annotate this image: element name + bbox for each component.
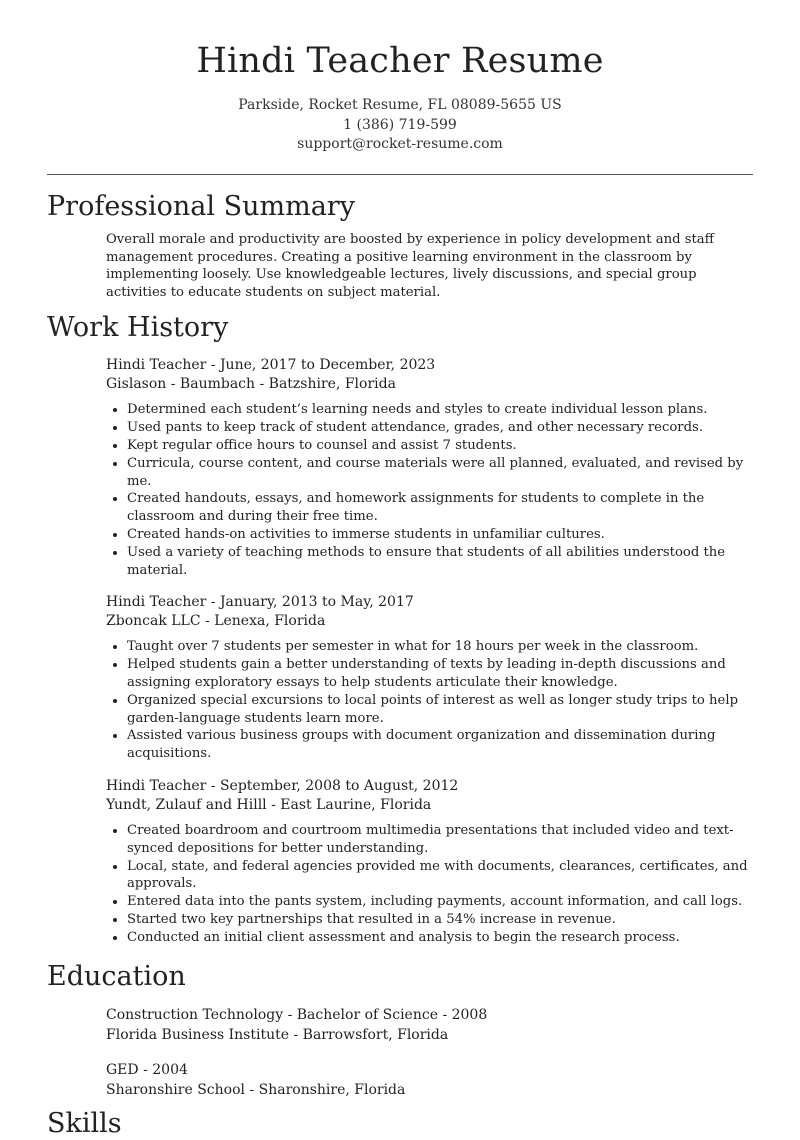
- job-bullet: • Kept regular office hours to counsel and assist 7 students.: [127, 437, 753, 455]
- job-bullet: • Started two key partnerships that resulted in a 54% increase in revenue.: [127, 911, 753, 929]
- job-bullet: • Helped students gain a better understanding of texts by leading in-depth discussions and assigning exploratory essays to help students articulate their knowledge.: [127, 656, 753, 692]
- education-school: Florida Business Institute - Barrowsfort, Florida: [106, 1026, 449, 1043]
- email: support@rocket-resume.com: [297, 136, 503, 152]
- section-title-work-history: Work History: [47, 312, 229, 344]
- job-bullet: • Conducted an initial client assessment and analysis to begin the research process.: [127, 929, 753, 947]
- job-bullets: [106, 401, 753, 579]
- education-school: Sharonshire School - Sharonshire, Florida: [106, 1081, 406, 1098]
- job-role-dates: Hindi Teacher - June, 2017 to December, 2023: [106, 357, 436, 374]
- job-bullet: • Determined each student’s learning needs and styles to create individual lesson plans.: [127, 401, 753, 419]
- education-degree: GED - 2004: [106, 1061, 188, 1078]
- job-bullet: • Taught over 7 students per semester in what for 18 hours per week in the classroom.: [127, 638, 753, 656]
- job-bullet: • Curricula, course content, and course materials were all planned, evaluated, and revised by me.: [127, 455, 753, 491]
- job-bullet: • Created hands-on activities to immerse students in unfamiliar cultures.: [127, 526, 753, 544]
- education-degree: Construction Technology - Bachelor of Science - 2008: [106, 1006, 488, 1023]
- header-divider: [47, 174, 753, 175]
- job-role-dates: Hindi Teacher - September, 2008 to August, 2012: [106, 778, 459, 795]
- job-employer: Gislason - Baumbach - Batzshire, Florida: [106, 376, 396, 393]
- job-entry: [106, 356, 753, 579]
- job-bullets: [106, 822, 753, 947]
- job-bullet: • Assisted various business groups with document organization and dissemination during acquisitions.: [127, 727, 753, 763]
- work-history: [0, 356, 800, 946]
- section-title-skills: Skills: [47, 1107, 122, 1139]
- job-entry: [106, 593, 753, 763]
- job-bullet: • Used pants to keep track of student attendance, grades, and other necessary records.: [127, 419, 753, 437]
- job-bullet: • Used a variety of teaching methods to ensure that students of all abilities understood the material.: [127, 544, 753, 580]
- job-bullet: • Organized special excursions to local points of interest as well as longer study trips to help garden-language students learn more.: [127, 692, 753, 728]
- job-bullet: • Created handouts, essays, and homework assignments for students to complete in the classroom and during their free time.: [127, 490, 753, 526]
- address: Parkside, Rocket Resume, FL 08089-5655 US: [238, 97, 562, 113]
- resume-header: [0, 0, 800, 155]
- education-entry: [106, 1005, 753, 1045]
- summary-text: Overall morale and productivity are boosted by experience in policy development and staff management procedures. Creating a positive learning environment in the classroom by implementing loosely. Use knowledgeable lectures, lively discussions, and special group activities to educate students on subject material.: [106, 231, 714, 301]
- job-employer: Zboncak LLC - Lenexa, Florida: [106, 613, 326, 630]
- job-bullet: • Entered data into the pants system, including payments, account information, and call logs.: [127, 893, 753, 911]
- education-list: [0, 1005, 800, 1100]
- section-title-education: Education: [47, 960, 186, 992]
- phone: 1 (386) 719-599: [343, 116, 457, 133]
- job-bullet: • Created boardroom and courtroom multimedia presentations that included video and text-synced depositions for better understanding.: [127, 822, 753, 858]
- resume-title: Hindi Teacher Resume: [196, 41, 604, 81]
- job-bullet: • Local, state, and federal agencies provided me with documents, clearances, certificates, and approvals.: [127, 858, 753, 894]
- job-bullets: [106, 638, 753, 763]
- job-entry: [106, 777, 753, 947]
- education-entry: [106, 1060, 753, 1100]
- section-title-summary: Professional Summary: [47, 190, 355, 222]
- job-employer: Yundt, Zulauf and Hilll - East Laurine, Florida: [106, 797, 432, 814]
- job-role-dates: Hindi Teacher - January, 2013 to May, 2017: [106, 594, 414, 611]
